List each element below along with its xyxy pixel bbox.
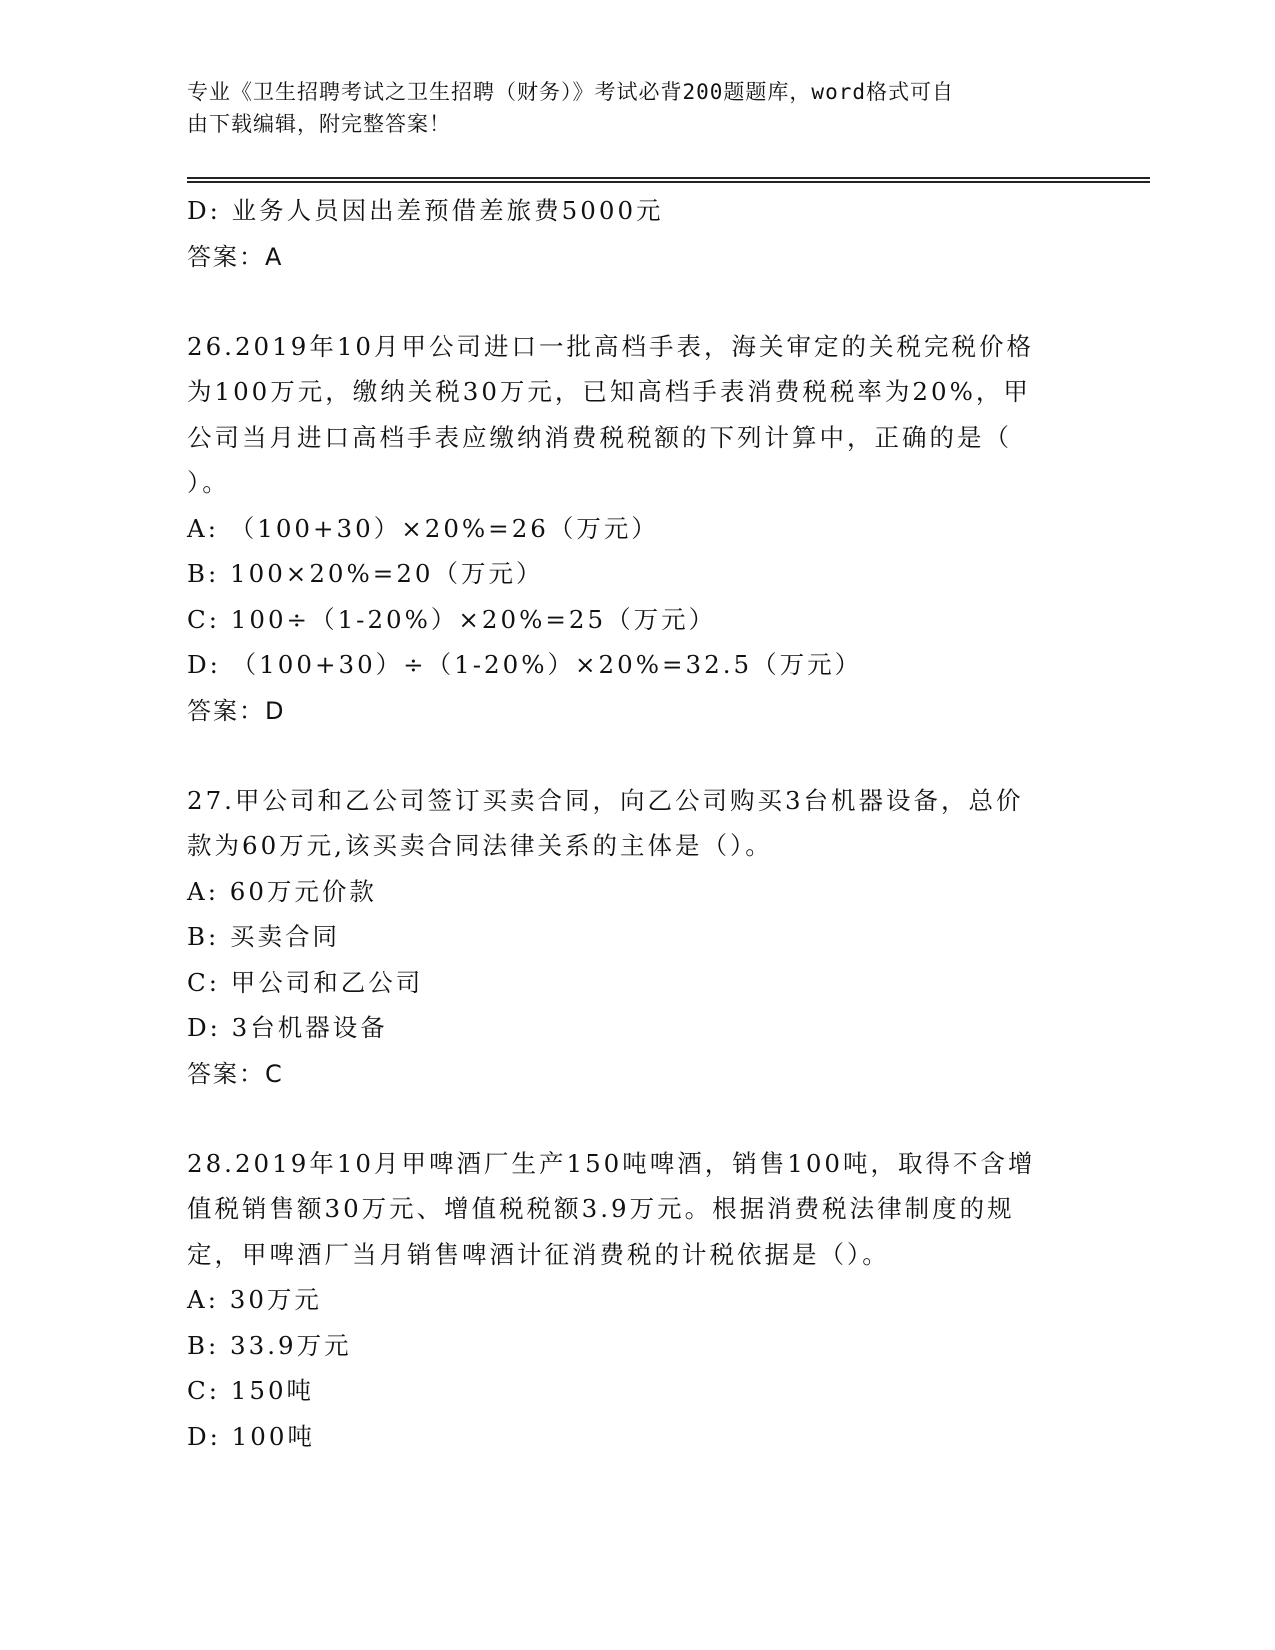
question-stem-line: 款为60万元,该买卖合同法律关系的主体是（）。 [187,831,773,860]
option-c: C: 甲公司和乙公司 [187,967,424,997]
question-28 [187,1141,1077,1460]
question-stem-line: 27.甲公司和乙公司签订买卖合同，向乙公司购买3台机器设备，总价 [187,785,1024,815]
question-stem-line: ）。 [187,468,230,497]
option-d: D: 100吨 [187,1421,315,1451]
option-c: C: 100÷（1-20%）×20%=25（万元） [187,604,717,634]
option-c: C: 150吨 [187,1376,315,1405]
header-rule-bottom [187,181,1150,183]
option-a: A: 30万元 [187,1285,322,1314]
question-27 [187,778,1077,1097]
option-d: D: （100+30）÷（1-20%）×20%=32.5（万元） [187,650,863,679]
spacer [187,734,1077,778]
option-d: D: 3台机器设备 [187,1013,388,1042]
option-a: A: 60万元价款 [187,876,377,906]
spacer [187,280,1077,324]
header-rule-top [187,177,1150,179]
header-line-2: 由下载编辑，附完整答案！ [187,112,451,136]
spacer [187,1097,1077,1141]
answer-line: 答案：C [187,1059,284,1088]
question-26 [187,324,1077,734]
question-stem-line: 为100万元，缴纳关税30万元，已知高档手表消费税税率为20%，甲 [187,377,1031,406]
question-stem-line: 定，甲啤酒厂当月销售啤酒计征消费税的计税依据是（）。 [187,1239,890,1269]
question-stem-line: 28.2019年10月甲啤酒厂生产150吨啤酒，销售100吨，取得不含增 [187,1148,1036,1178]
option-b: B: 买卖合同 [187,922,341,951]
answer-line: 答案：D [187,696,286,725]
document-body [187,188,1077,1459]
answer-line: 答案：A [187,242,284,271]
question-stem-line: 公司当月进口高档手表应缴纳消费税税额的下列计算中，正确的是（ [187,422,1012,452]
option-b: B: 33.9万元 [187,1330,352,1360]
document-header [187,76,1067,140]
question-stem-line: 值税销售额30万元、增值税税额3.9万元。根据消费税法律制度的规 [187,1194,1015,1223]
option-d: D: 业务人员因出差预借差旅费5000元 [187,196,664,225]
header-line-1: 专业《卫生招聘考试之卫生招聘（财务）》考试必背200题题库，word格式可自 [187,80,954,104]
question-stem-line: 26.2019年10月甲公司进口一批高档手表，海关审定的关税完税价格 [187,331,1034,361]
option-b: B: 100×20%=20（万元） [187,559,544,588]
prev-question-tail [187,188,1077,280]
option-a: A: （100+30）×20%=26（万元） [187,513,659,543]
